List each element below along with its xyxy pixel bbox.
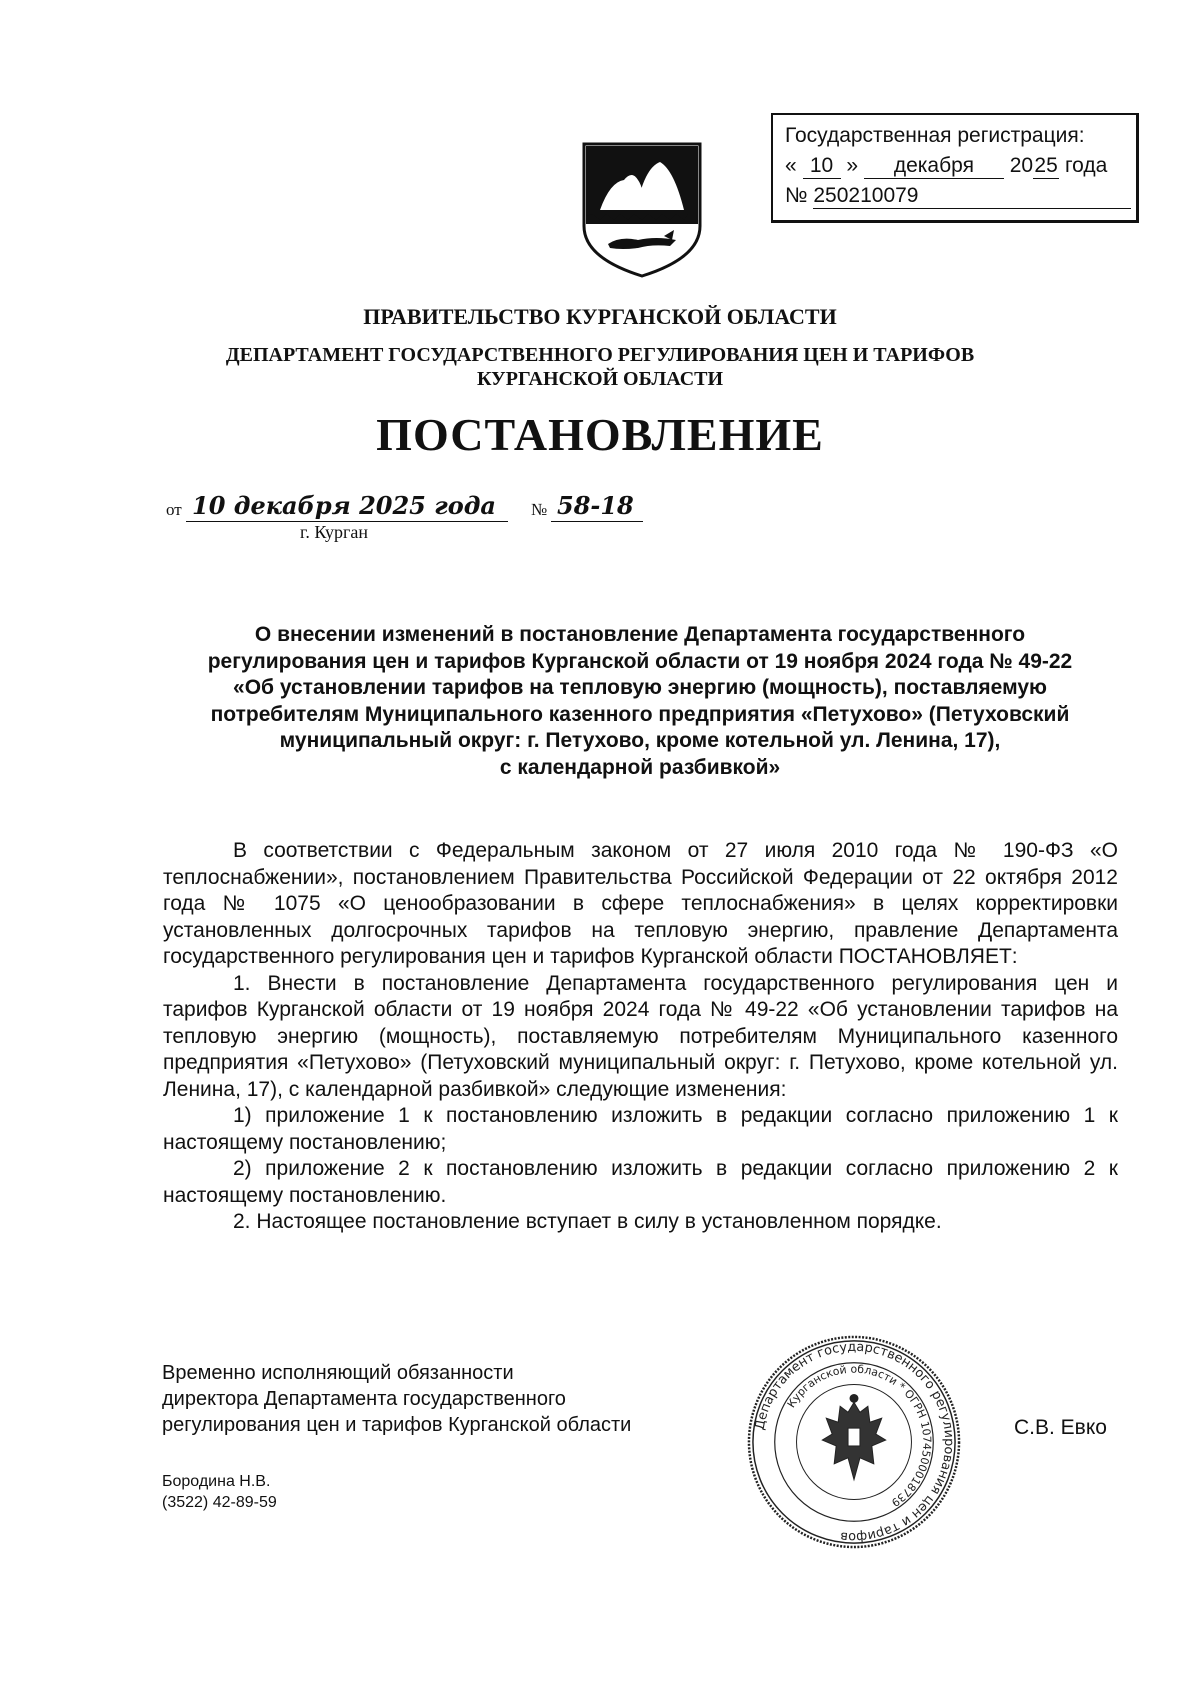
department-line-1: ДЕПАРТАМЕНТ ГОСУДАРСТВЕННОГО РЕГУЛИРОВАНИЯ ЦЕН И ТАРИФОВ: [225, 344, 975, 366]
registration-day: 10: [803, 154, 841, 179]
document-heading: [160, 622, 1120, 781]
signatory-title-line-3: регулирования цен и тарифов Курганской области: [162, 1414, 632, 1436]
government-name: ПРАВИТЕЛЬСТВО КУРГАНСКОЙ ОБЛАСТИ: [363, 304, 837, 329]
registration-number-row: [785, 181, 1126, 211]
item-1-2-paragraph: 2) приложение 2 к постановлению изложить в редакции согласно приложению 2 к настоящему постановлению.: [163, 1157, 1118, 1207]
registration-year-word: года: [1064, 154, 1108, 177]
department-line-2: КУРГАНСКОЙ ОБЛАСТИ: [476, 368, 724, 390]
handwritten-number: 58-18: [551, 491, 643, 522]
heading-line-1: О внесении изменений в постановление Департамента государственного: [254, 623, 1026, 646]
executor-name: Бородина Н.В.: [162, 1473, 271, 1490]
document-type-title: ПОСТАНОВЛЕНИЕ: [376, 409, 824, 460]
registration-month: декабря: [864, 154, 1004, 179]
registration-year-prefix: 20: [1009, 154, 1034, 177]
city-name: г. Курган: [300, 522, 369, 542]
heading-line-3: «Об установлении тарифов на тепловую энергию (мощность), поставляемую: [233, 676, 1047, 699]
signatory-title: [162, 1360, 742, 1438]
item-1-paragraph: 1. Внести в постановление Департамента государственного регулирования цен и тарифов Курганской области от 19 ноября 2024 года № 49-22 «Об установлении тарифов на тепловую энергию (мощность), поставляемую потребителям Муниципального казенного предприятия «Петухово» (Петуховский муниципальный округ: г. Петухово, кроме котельной ул. Ленина, 17), с календарной разбивкой» следующие изменения:: [163, 971, 1118, 1101]
registration-number: 250210079: [813, 184, 1131, 209]
executor-phone: (3522) 42-89-59: [162, 1494, 277, 1511]
quote-open: «: [785, 154, 797, 177]
registration-title: Государственная регистрация:: [785, 124, 1085, 147]
document-body: [163, 838, 1118, 1236]
heading-line-2: регулирования цен и тарифов Курганской области от 19 ноября 2024 года № 49-22: [207, 649, 1073, 673]
quote-close: »: [846, 154, 859, 177]
number-label: №: [531, 500, 548, 519]
signatory-title-line-2: директора Департамента государственного: [162, 1388, 566, 1410]
signatory-name: С.В. Евко: [1014, 1416, 1107, 1439]
heading-line-5: муниципальный округ: г. Петухово, кроме котельной ул. Ленина, 17),: [279, 729, 1001, 752]
executor-info: [162, 1471, 277, 1513]
registration-date-row: [785, 151, 1126, 181]
item-1-1-paragraph: 1) приложение 1 к постановлению изложить в редакции согласно приложению 1 к настоящему постановлению;: [163, 1104, 1118, 1154]
item-2-paragraph: 2. Настоящее постановление вступает в силу в установленном порядке.: [233, 1210, 942, 1233]
preamble-paragraph: В соответствии с Федеральным законом от 27 июля 2010 года № 190-ФЗ «О теплоснабжении», постановлением Правительства Российской Федерации от 22 октября 2012 года № 1075 «О ценообразовании в сфере теплоснабжения» в целях корректировки установленных долгосрочных тарифов на тепловую энергию, правление Департамента государственного регулирования цен и тарифов Курганской области ПОСТАНОВЛЯЕТ:: [163, 839, 1118, 968]
handwritten-date: 10 декабря 2025 года: [186, 491, 508, 522]
registration-box: [771, 113, 1139, 223]
official-stamp-icon: [745, 1333, 963, 1551]
heading-line-4: потребителям Муниципального казенного предприятия «Петухово» (Петуховский: [210, 702, 1070, 726]
registration-year-suffix: 25: [1034, 154, 1058, 177]
registration-number-label: №: [785, 184, 808, 207]
heading-line-6: с календарной разбивкой»: [499, 755, 781, 779]
coat-of-arms-icon: [580, 140, 704, 280]
date-number-line: [166, 488, 666, 528]
from-label: от: [166, 500, 182, 519]
department-name: [0, 343, 1200, 391]
svg-text:Департамент государственного р: Департамент государственного регулирования цен и тарифов: [752, 1339, 957, 1545]
svg-text:Курганской области * ОГРН 1074: Курганской области * ОГРН 1074500018739: [784, 1362, 934, 1510]
signatory-title-line-1: Временно исполняющий обязанности: [162, 1362, 514, 1384]
